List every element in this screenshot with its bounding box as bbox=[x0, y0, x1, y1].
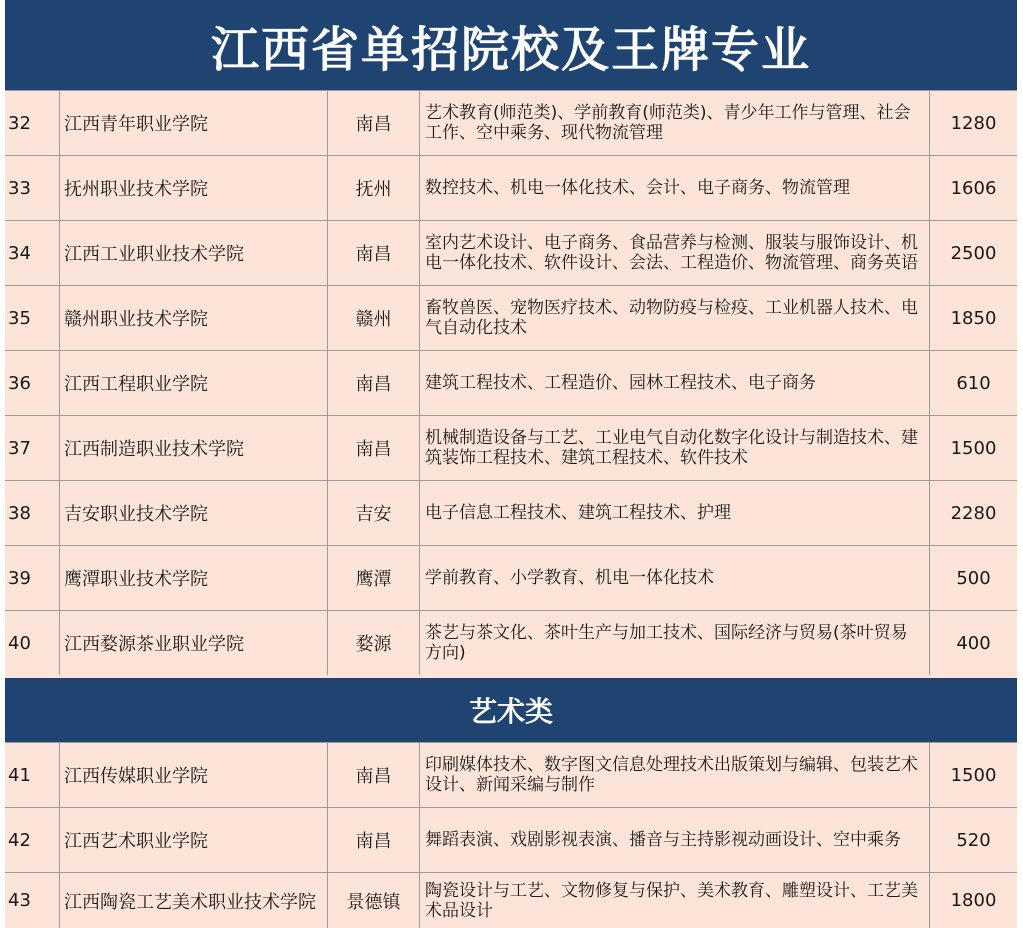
row-number: 39 bbox=[5, 546, 60, 610]
table-row bbox=[5, 415, 1017, 480]
school-quota: 1500 bbox=[950, 437, 997, 459]
row-number: 38 bbox=[5, 481, 60, 545]
school-name: 江西传媒职业学院 bbox=[60, 743, 328, 807]
school-quota: 400 bbox=[956, 632, 991, 654]
row-number: 42 bbox=[5, 808, 60, 872]
school-city: 婺源 bbox=[328, 611, 420, 675]
table-row bbox=[5, 155, 1017, 220]
school-city: 景德镇 bbox=[328, 873, 420, 928]
school-majors: 舞蹈表演、戏剧影视表演、播音与主持影视动画设计、空中乘务 bbox=[420, 808, 930, 872]
row-number: 33 bbox=[5, 156, 60, 220]
row-number: 40 bbox=[5, 611, 60, 675]
school-majors: 陶瓷设计与工艺、文物修复与保护、美术教育、雕塑设计、工艺美术品设计 bbox=[420, 873, 930, 928]
school-table bbox=[5, 0, 1017, 928]
row-number: 41 bbox=[5, 743, 60, 807]
school-quota: 1606 bbox=[950, 177, 997, 199]
school-quota: 2280 bbox=[950, 502, 997, 524]
school-majors: 室内艺术设计、电子商务、食品营养与检测、服装与服饰设计、机电一体化技术、软件设计、会法、工程造价、物流管理、商务英语 bbox=[420, 221, 930, 285]
school-majors: 数控技术、机电一体化技术、会计、电子商务、物流管理 bbox=[420, 156, 930, 220]
school-name: 江西陶瓷工艺美术职业技术学院 bbox=[60, 873, 328, 928]
section-header-art: 艺术类 bbox=[5, 678, 1017, 742]
school-majors: 印刷媒体技术、数字图文信息处理技术出版策划与编辑、包装艺术设计、新闻采编与制作 bbox=[420, 743, 930, 807]
school-quota: 1500 bbox=[950, 764, 997, 786]
school-majors: 建筑工程技术、工程造价、园林工程技术、电子商务 bbox=[420, 351, 930, 415]
row-number: 35 bbox=[5, 286, 60, 350]
row-number: 34 bbox=[5, 221, 60, 285]
school-city: 鹰潭 bbox=[328, 546, 420, 610]
school-quota: 610 bbox=[956, 372, 991, 394]
table-row bbox=[5, 545, 1017, 610]
table-row bbox=[5, 807, 1017, 872]
school-name: 江西婺源茶业职业学院 bbox=[60, 611, 328, 675]
row-number: 37 bbox=[5, 416, 60, 480]
school-quota: 1850 bbox=[950, 307, 997, 329]
school-city: 南昌 bbox=[328, 743, 420, 807]
school-city: 南昌 bbox=[328, 91, 420, 155]
row-number: 43 bbox=[5, 873, 60, 928]
table-row bbox=[5, 220, 1017, 285]
school-name: 江西青年职业学院 bbox=[60, 91, 328, 155]
school-majors: 电子信息工程技术、建筑工程技术、护理 bbox=[420, 481, 930, 545]
table-row bbox=[5, 742, 1017, 807]
school-quota: 500 bbox=[956, 567, 991, 589]
school-city: 南昌 bbox=[328, 221, 420, 285]
school-name: 江西工程职业学院 bbox=[60, 351, 328, 415]
school-quota: 1800 bbox=[950, 890, 997, 911]
school-quota: 2500 bbox=[950, 242, 997, 264]
school-city: 南昌 bbox=[328, 416, 420, 480]
school-majors: 学前教育、小学教育、机电一体化技术 bbox=[420, 546, 930, 610]
table-row bbox=[5, 350, 1017, 415]
school-city: 南昌 bbox=[328, 351, 420, 415]
row-number: 36 bbox=[5, 351, 60, 415]
table-row bbox=[5, 90, 1017, 155]
school-quota: 1280 bbox=[950, 112, 997, 134]
school-name: 江西制造职业技术学院 bbox=[60, 416, 328, 480]
row-number: 32 bbox=[5, 91, 60, 155]
school-city: 抚州 bbox=[328, 156, 420, 220]
school-name: 江西工业职业技术学院 bbox=[60, 221, 328, 285]
school-majors: 机械制造设备与工艺、工业电气自动化数字化设计与制造技术、建筑装饰工程技术、建筑工程技术、软件技术 bbox=[420, 416, 930, 480]
school-quota: 520 bbox=[956, 829, 991, 851]
school-name: 赣州职业技术学院 bbox=[60, 286, 328, 350]
school-majors: 畜牧兽医、宠物医疗技术、动物防疫与检疫、工业机器人技术、电气自动化技术 bbox=[420, 286, 930, 350]
school-majors: 茶艺与茶文化、茶叶生产与加工技术、国际经济与贸易(茶叶贸易方向) bbox=[420, 611, 930, 675]
table-row bbox=[5, 480, 1017, 545]
table-row bbox=[5, 610, 1017, 675]
school-name: 江西艺术职业学院 bbox=[60, 808, 328, 872]
school-city: 赣州 bbox=[328, 286, 420, 350]
page-title: 江西省单招院校及王牌专业 bbox=[5, 0, 1017, 90]
school-majors: 艺术教育(师范类)、学前教育(师范类)、青少年工作与管理、社会工作、空中乘务、现代物流管理 bbox=[420, 91, 930, 155]
school-name: 鹰潭职业技术学院 bbox=[60, 546, 328, 610]
school-city: 南昌 bbox=[328, 808, 420, 872]
school-name: 抚州职业技术学院 bbox=[60, 156, 328, 220]
table-row bbox=[5, 285, 1017, 350]
school-name: 吉安职业技术学院 bbox=[60, 481, 328, 545]
school-city: 吉安 bbox=[328, 481, 420, 545]
table-row bbox=[5, 872, 1017, 928]
